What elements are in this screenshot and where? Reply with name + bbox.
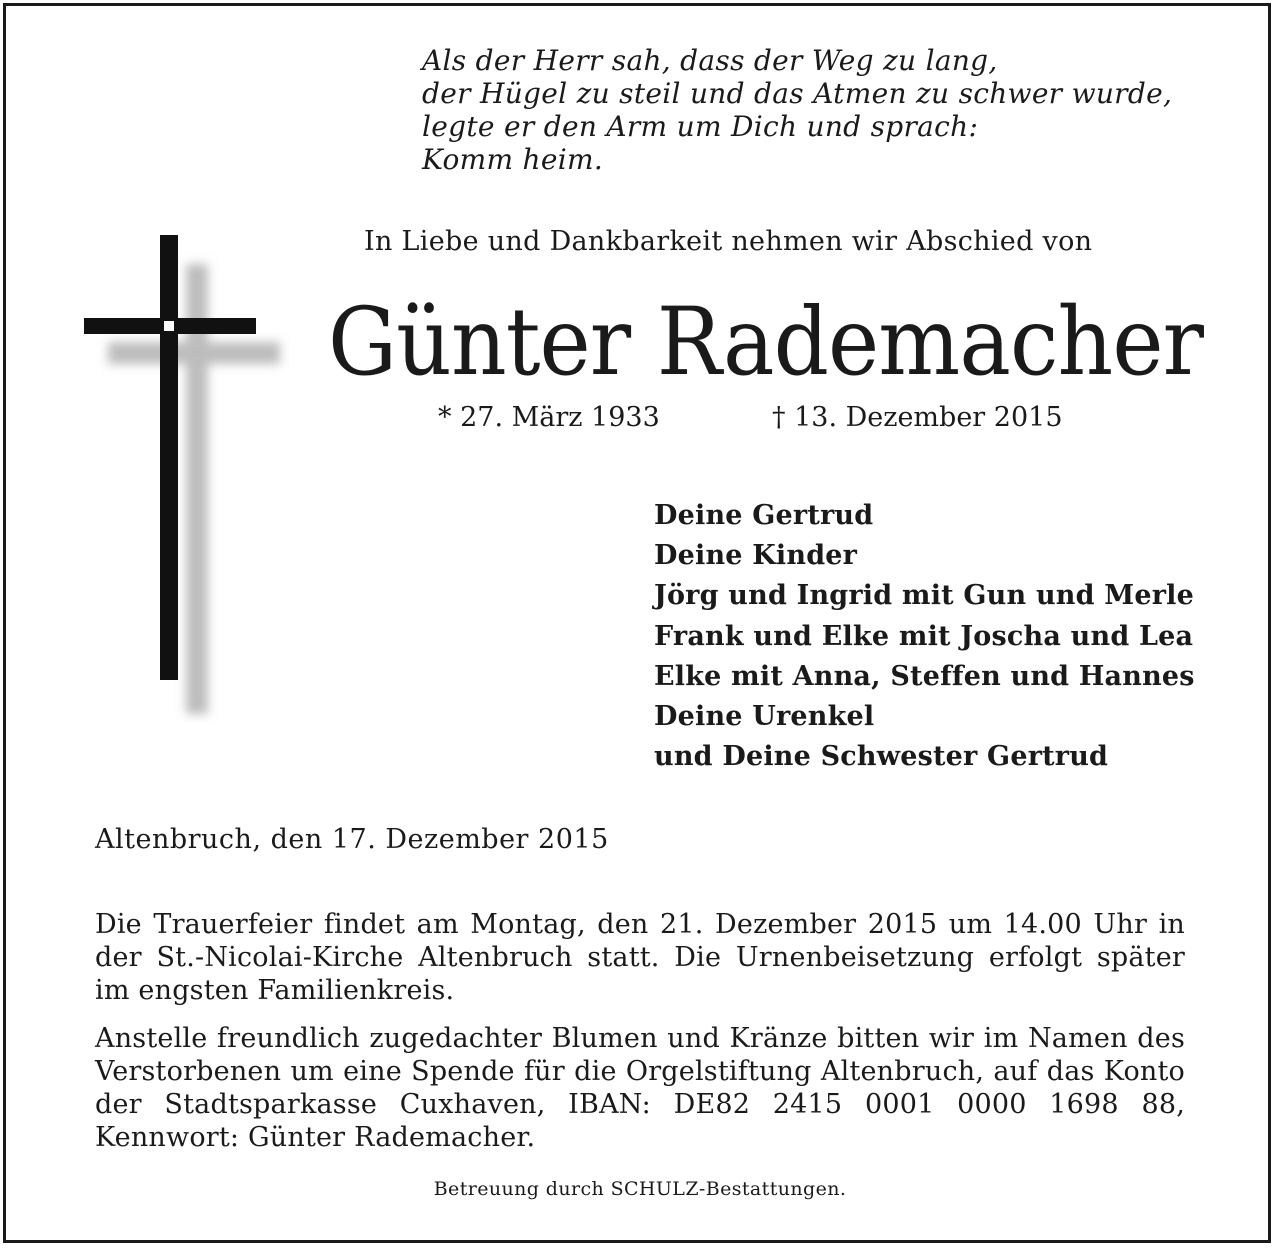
- death-date: † 13. Dezember 2015: [772, 402, 1063, 433]
- family-line: Elke mit Anna, Steffen und Hannes: [654, 660, 1195, 692]
- poem-line: Als der Herr sah, dass der Weg zu lang,: [422, 44, 998, 77]
- poem-line: legte er den Arm um Dich und sprach:: [422, 110, 979, 143]
- cross-vertical-beam: [160, 235, 178, 680]
- family-line: und Deine Schwester Gertrud: [654, 741, 1109, 773]
- birth-date: * 27. März 1933: [438, 402, 660, 433]
- family-line: Deine Urenkel: [654, 701, 875, 733]
- family-line: Frank und Elke mit Joscha und Lea: [654, 620, 1194, 652]
- intro-text: In Liebe und Dankbarkeit nehmen wir Abschied von: [364, 226, 1093, 257]
- family-line: Jörg und Ingrid mit Gun und Merle: [654, 580, 1195, 612]
- funeral-home-credit: Betreuung durch SCHULZ-Bestattungen.: [433, 1178, 847, 1200]
- cross-icon: [80, 232, 290, 722]
- family-line: Deine Kinder: [654, 540, 858, 572]
- cross-graphic: [80, 232, 290, 722]
- deceased-name: Günter Rademacher: [328, 288, 1204, 397]
- family-list: [654, 496, 1195, 777]
- poem-line: Komm heim.: [422, 143, 604, 176]
- ceremony-paragraph: Die Trauerfeier findet am Montag, den 21. Dezember 2015 um 14.00 Uhr in der St.-Nicolai-Kirche Altenbruch statt. Die Urnenbeisetzung erfolgt später im engsten Familienkreis.: [95, 909, 1185, 1006]
- poem-line: der Hügel zu steil und das Atmen zu schwer wurde,: [422, 77, 1173, 110]
- family-line: Deine Gertrud: [654, 500, 874, 531]
- donation-paragraph: Anstelle freundlich zugedachter Blumen und Kränze bitten wir im Namen des Verstorbenen um eine Spende für die Orgelstiftung Altenbruch, auf das Konto der Stadtsparkasse Cuxhaven, IBAN: DE82 2415 0001 0000 1698 88, Kennwort: Günter Rademacher.: [95, 1023, 1185, 1153]
- poem: [422, 44, 1172, 176]
- cross-center-mark: [164, 321, 174, 331]
- place-date: Altenbruch, den 17. Dezember 2015: [95, 824, 609, 855]
